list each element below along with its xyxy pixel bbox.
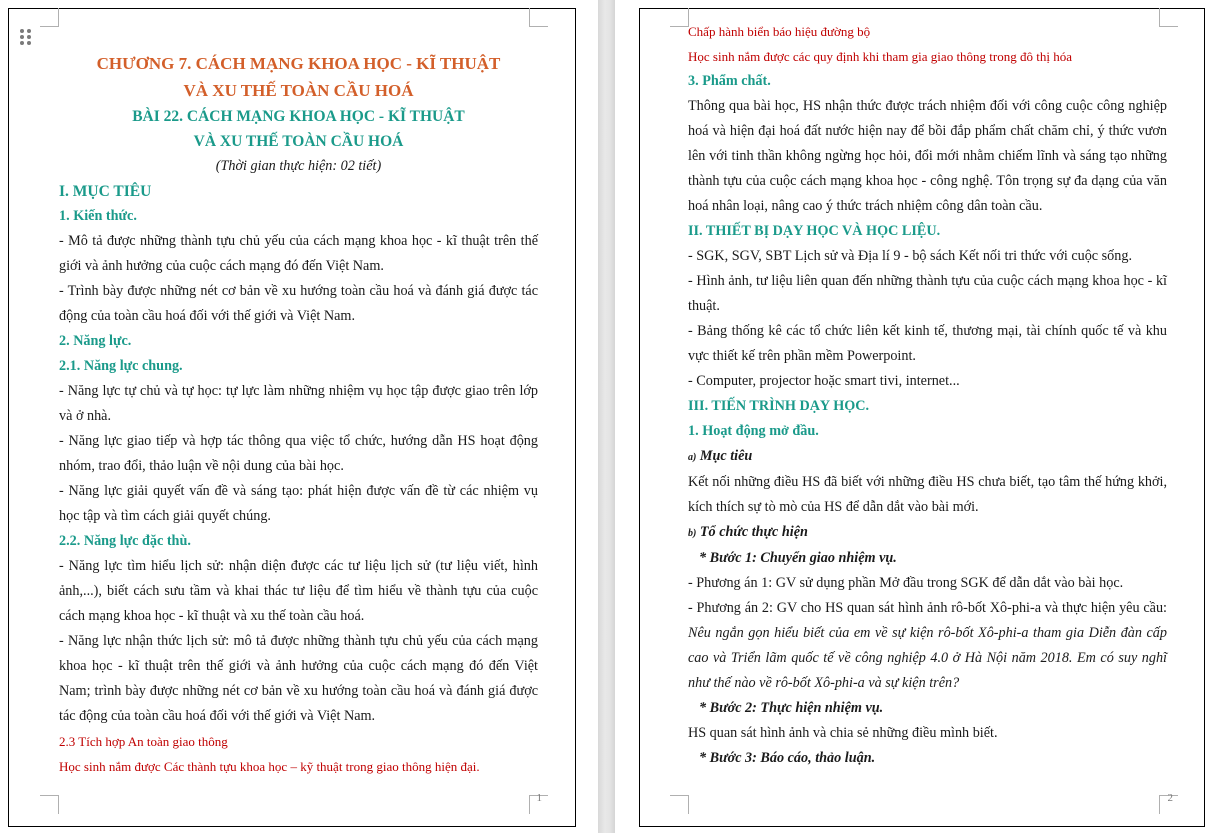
knowledge-item: - Trình bày được những nét cơ bản về xu hướng toàn cầu hoá và đánh giá được tác động của toàn cầu hoá đối với thế giới và Việt Nam. (59, 283, 538, 324)
equipment-item: - Computer, projector hoặc smart tivi, internet... (688, 373, 960, 389)
objective-label (688, 444, 1167, 470)
lesson-title-line-1: BÀI 22. CÁCH MẠNG KHOA HỌC - KĨ THUẬT (132, 108, 465, 125)
general-competence-item: - Năng lực tự chủ và tự học: tự lực làm những nhiệm vụ học tập được giao trên lớp và ở nhà. (59, 383, 538, 424)
organization-label-prefix: b) (688, 528, 697, 539)
specific-competence-item: - Năng lực tìm hiểu lịch sử: nhận diện được các tư liệu lịch sử (tư liệu viết, hình ảnh,...), biết cách sưu tầm và khai thác tư liệu để tìm hiểu về thành tựu của cuộc cách mạng khoa học - kĩ thuật và xu thế toàn cầu hoá. (59, 558, 538, 624)
crop-mark-top-right (529, 8, 548, 27)
traffic-safety-line: Học sinh nắm được Các thành tựu khoa học – kỹ thuật trong giao thông hiện đại. (59, 759, 480, 774)
section-heading-equipment: II. THIẾT BỊ DẠY HỌC VÀ HỌC LIỆU. (688, 223, 941, 239)
lesson-title-line-2: VÀ XU THẾ TOÀN CẦU HOÁ (193, 133, 404, 150)
subheading-general-competence: 2.1. Năng lực chung. (59, 358, 183, 374)
organization-label-text: Tổ chức thực hiện (699, 524, 808, 540)
general-competence-item: - Năng lực giải quyết vấn đề và sáng tạo: phát hiện được vấn đề từ các nhiệm vụ học tập và tìm cách giải quyết chúng. (59, 483, 538, 524)
crop-mark-bottom-left (40, 795, 59, 814)
duration-note: (Thời gian thực hiện: 02 tiết) (215, 158, 382, 174)
chapter-title-line-2: VÀ XU THẾ TOÀN CẦU HOÁ (183, 81, 414, 100)
option-2-prefix: - Phương án 2: GV cho HS quan sát hình ảnh rô-bốt Xô-phi-a và thực hiện yêu cầu: (688, 600, 1167, 616)
document-page-2[interactable] (639, 8, 1205, 827)
option-2-text (688, 596, 1167, 696)
step-2-text: HS quan sát hình ảnh và chia sẻ những điều mình biết. (688, 725, 998, 741)
subheading-competence: 2. Năng lực. (59, 333, 132, 349)
qualities-text: Thông qua bài học, HS nhận thức được trách nhiệm đối với công cuộc công nghiệp hoá và hiện đại hoá đất nước hiện nay để bồi đắp phẩm chất chăm chỉ, ý thức vươn lên với tinh thần không ngừng học hỏi, đổi mới nhằm chiếm lĩnh và sáng tạo những thành tựu của cuộc cách mạng khoa học - công nghệ. Tôn trọng sự đa dạng của văn hoá nhân loại, nâng cao ý thức trách nhiệm công dân toàn cầu. (688, 98, 1167, 214)
crop-mark-top-left (40, 8, 59, 27)
option-2-question: Nêu ngắn gọn hiểu biết của em về sự kiện rô-bốt Xô-phi-a tham gia Diễn đàn cấp cao và Triển lãm quốc tế về công nghiệp 4.0 ở Hà Nội năm 2018. Em có suy nghĩ như thế nào về rô-bốt Xô-phi-a và sự kiện trên? (688, 625, 1167, 691)
objective-text: Kết nối những điều HS đã biết với những điều HS chưa biết, tạo tâm thế hứng khởi, kích thích sự tò mò của HS để dẫn dắt vào bài mới. (688, 474, 1167, 515)
page-1-content[interactable] (59, 50, 538, 779)
option-1-text: - Phương án 1: GV sử dụng phần Mở đầu trong SGK để dẫn dắt vào bài học. (688, 575, 1124, 591)
equipment-item: - Bảng thống kê các tổ chức liên kết kinh tế, thương mại, tài chính quốc tế và khu vực thiết kế trên phần mềm Powerpoint. (688, 323, 1167, 364)
drag-handle-icon[interactable] (20, 29, 32, 47)
section-heading-objectives: I. MỤC TIÊU (59, 183, 152, 200)
traffic-safety-heading: 2.3 Tích hợp An toàn giao thông (59, 734, 228, 749)
general-competence-item: - Năng lực giao tiếp và hợp tác thông qua việc tổ chức, hướng dẫn HS hoạt động nhóm, trao đổi, thảo luận về nội dung của bài học. (59, 433, 538, 474)
page-gutter-scrollbar[interactable] (598, 0, 615, 833)
step-2-heading: * Bước 2: Thực hiện nhiệm vụ. (699, 700, 884, 716)
chapter-title-line-1: CHƯƠNG 7. CÁCH MẠNG KHOA HỌC - KĨ THUẬT (96, 54, 501, 73)
step-3-heading: * Bước 3: Báo cáo, thảo luận. (699, 750, 876, 766)
subheading-opening-activity: 1. Hoạt động mở đầu. (688, 423, 819, 439)
equipment-item: - SGK, SGV, SBT Lịch sử và Địa lí 9 - bộ sách Kết nối tri thức với cuộc sống. (688, 248, 1133, 264)
objective-label-text: Mục tiêu (699, 448, 753, 464)
step-1-heading: * Bước 1: Chuyển giao nhiệm vụ. (699, 550, 897, 566)
page-2-content[interactable] (688, 19, 1167, 771)
organization-label (688, 520, 1167, 546)
page-number: 2 (1167, 792, 1173, 804)
crop-mark-top-left (670, 8, 689, 27)
subheading-knowledge: 1. Kiến thức. (59, 208, 137, 224)
page-number: 1 (536, 792, 542, 804)
specific-competence-item: - Năng lực nhận thức lịch sử: mô tả được những thành tựu chủ yếu của cách mạng khoa học - kĩ thuật trên thế giới và ảnh hưởng của cuộc cách mạng đó đến Việt Nam; trình bày được những nét cơ bản về xu hướng toàn cầu hoá và đánh giá được tác động của toàn cầu hoá đối với thế giới và Việt Nam. (59, 633, 538, 724)
subheading-qualities: 3. Phẩm chất. (688, 73, 771, 89)
traffic-safety-cont-line: Học sinh nắm được các quy định khi tham gia giao thông trong đô thị hóa (688, 49, 1072, 64)
traffic-safety-cont-line: Chấp hành biển báo hiệu đường bộ (688, 24, 871, 39)
section-heading-teaching-process: III. TIẾN TRÌNH DẠY HỌC. (688, 398, 870, 414)
objective-label-prefix: a) (688, 452, 697, 463)
knowledge-item: - Mô tả được những thành tựu chủ yếu của cách mạng khoa học - kĩ thuật trên thế giới và ảnh hưởng của cuộc cách mạng đó đến Việt Nam. (59, 233, 538, 274)
subheading-specific-competence: 2.2. Năng lực đặc thù. (59, 533, 191, 549)
crop-mark-bottom-left (670, 795, 689, 814)
equipment-item: - Hình ảnh, tư liệu liên quan đến những thành tựu của cuộc cách mạng khoa học - kĩ thuật. (688, 273, 1167, 314)
document-page-1[interactable] (8, 8, 576, 827)
